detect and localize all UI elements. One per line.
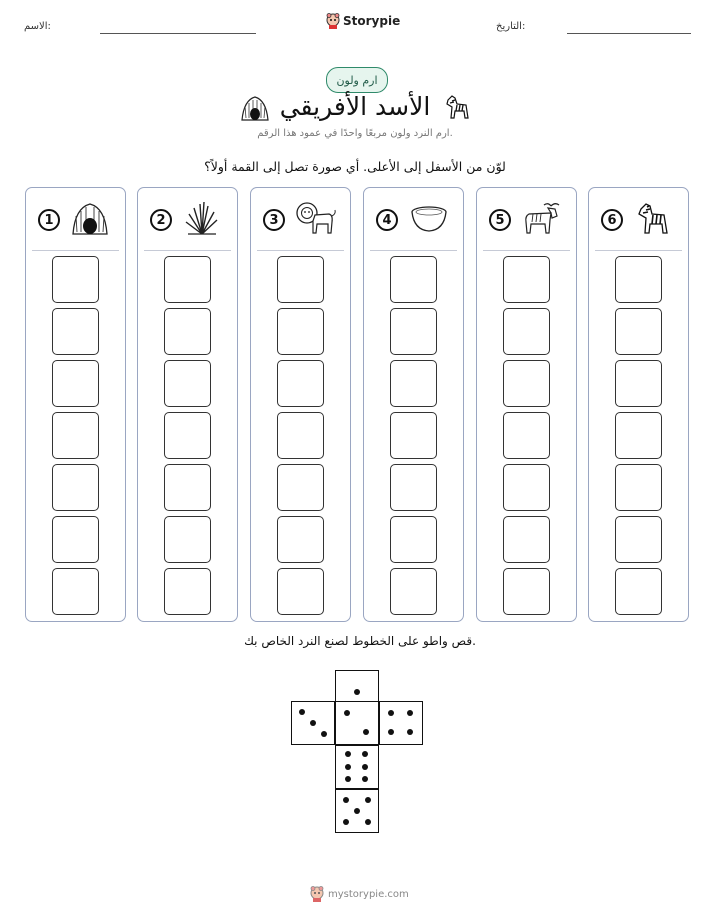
color-box[interactable]: [164, 412, 211, 459]
dice-pip: [354, 808, 360, 814]
color-box[interactable]: [615, 308, 662, 355]
color-box[interactable]: [390, 308, 437, 355]
page-title: الأسد الأفريقي: [279, 92, 431, 121]
dice-pip: [388, 710, 394, 716]
dice-column: [25, 187, 126, 622]
dice-face: [379, 701, 423, 745]
column-number: 5: [489, 209, 511, 231]
dice-pip: [407, 710, 413, 716]
brand-logo: [326, 13, 400, 29]
column-divider: [370, 250, 457, 251]
column-header: [364, 188, 463, 250]
brand-name: Storypie: [343, 14, 401, 28]
name-label: الاسم:: [24, 21, 51, 32]
zebra-icon: [633, 200, 673, 240]
column-header: [477, 188, 576, 250]
color-box[interactable]: [52, 308, 99, 355]
column-divider: [257, 250, 344, 251]
color-box[interactable]: [277, 308, 324, 355]
color-box[interactable]: [615, 256, 662, 303]
color-box[interactable]: [277, 256, 324, 303]
color-box[interactable]: [390, 412, 437, 459]
cut-instruction: قص واطو على الخطوط لصنع النرد الخاص بك.: [244, 634, 476, 648]
color-box[interactable]: [503, 308, 550, 355]
dice-column: [588, 187, 689, 622]
color-box[interactable]: [503, 360, 550, 407]
dice-pip: [365, 797, 371, 803]
dice-column: [363, 187, 464, 622]
color-box[interactable]: [503, 256, 550, 303]
brand-mascot-icon: [326, 13, 340, 29]
color-box[interactable]: [615, 516, 662, 563]
activity-badge: ارم ولون: [326, 67, 388, 93]
dice-pip: [310, 720, 316, 726]
color-box[interactable]: [52, 256, 99, 303]
dice-pip: [345, 751, 351, 757]
color-box[interactable]: [164, 360, 211, 407]
column-header: [589, 188, 688, 250]
color-box[interactable]: [164, 568, 211, 615]
dice-pip: [362, 764, 368, 770]
column-header: [26, 188, 125, 250]
color-box[interactable]: [52, 412, 99, 459]
dice-pip: [321, 731, 327, 737]
dice-column: [250, 187, 351, 622]
column-number: 1: [38, 209, 60, 231]
dice-pip: [363, 729, 369, 735]
dice-pip: [388, 729, 394, 735]
wildebeest-icon: [521, 200, 563, 240]
cave-icon: [70, 200, 110, 240]
color-box[interactable]: [164, 516, 211, 563]
dice-pip: [343, 819, 349, 825]
color-box[interactable]: [390, 464, 437, 511]
footer-mascot-icon: [310, 886, 324, 902]
column-number: 4: [376, 209, 398, 231]
color-box[interactable]: [164, 464, 211, 511]
color-box[interactable]: [503, 412, 550, 459]
color-box[interactable]: [52, 464, 99, 511]
color-box[interactable]: [503, 464, 550, 511]
name-line[interactable]: [100, 33, 256, 34]
color-box[interactable]: [277, 568, 324, 615]
dice-pip: [407, 729, 413, 735]
column-divider: [483, 250, 570, 251]
instruction-text: لوّن من الأسفل إلى الأعلى. أي صورة تصل إلى القمة أولاً؟: [204, 159, 506, 174]
subtitle: ارم النرد ولون مربعًا واحدًا في عمود هذا الرقم.: [257, 128, 453, 139]
dice-face: [335, 789, 379, 833]
column-divider: [595, 250, 682, 251]
color-box[interactable]: [503, 516, 550, 563]
dice-pip: [299, 709, 305, 715]
dice-face: [291, 701, 335, 745]
color-box[interactable]: [277, 412, 324, 459]
color-box[interactable]: [277, 464, 324, 511]
color-box[interactable]: [390, 256, 437, 303]
zebra-icon: [442, 92, 472, 122]
dice-pip: [354, 689, 360, 695]
color-box[interactable]: [164, 256, 211, 303]
date-line[interactable]: [567, 33, 691, 34]
dice-pip: [365, 819, 371, 825]
dice-pip: [345, 764, 351, 770]
dice-pip: [343, 797, 349, 803]
color-box[interactable]: [390, 516, 437, 563]
footer-url: mystorypie.com: [328, 888, 409, 900]
dice-pip: [344, 710, 350, 716]
color-box[interactable]: [52, 516, 99, 563]
color-box[interactable]: [615, 412, 662, 459]
lion-icon: [295, 200, 337, 240]
dice-pip: [362, 776, 368, 782]
color-box[interactable]: [503, 568, 550, 615]
dice-column: [137, 187, 238, 622]
column-divider: [32, 250, 119, 251]
color-box[interactable]: [615, 568, 662, 615]
color-box[interactable]: [390, 568, 437, 615]
color-box[interactable]: [277, 360, 324, 407]
column-divider: [144, 250, 231, 251]
color-box[interactable]: [615, 360, 662, 407]
color-box[interactable]: [277, 516, 324, 563]
dice-pip: [345, 776, 351, 782]
footer: [310, 886, 409, 902]
color-box[interactable]: [52, 568, 99, 615]
dice-pip: [362, 751, 368, 757]
color-box[interactable]: [52, 360, 99, 407]
color-box[interactable]: [390, 360, 437, 407]
column-header: [251, 188, 350, 250]
date-label: التاريخ:: [496, 21, 526, 32]
color-box[interactable]: [164, 308, 211, 355]
column-number: 6: [601, 209, 623, 231]
water-bowl-icon: [408, 200, 450, 240]
column-header: [138, 188, 237, 250]
dice-face: [335, 745, 379, 789]
dice-column: [476, 187, 577, 622]
dice-face: [335, 701, 379, 745]
column-number: 3: [263, 209, 285, 231]
column-number: 2: [150, 209, 172, 231]
color-box[interactable]: [615, 464, 662, 511]
grass-icon: [182, 200, 222, 240]
